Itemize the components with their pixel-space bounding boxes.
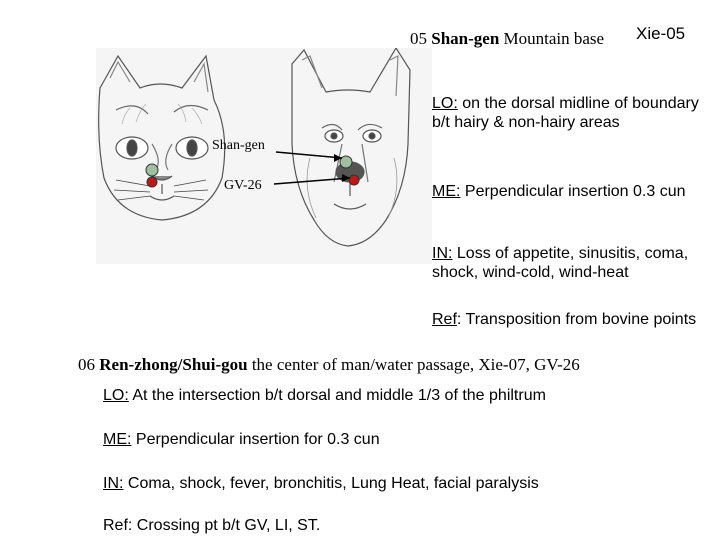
- title-meaning: Mountain base: [503, 29, 605, 48]
- method-paragraph: [432, 182, 714, 201]
- illustration-background: [96, 48, 432, 264]
- section2-reference-paragraph: Ref: Crossing pt b/t GV, LI, ST.: [103, 517, 321, 534]
- section2-location-label: LO:: [103, 387, 129, 404]
- reference-paragraph: [432, 310, 714, 329]
- section2-indication-text: Coma, shock, fever, bronchitis, Lung Heat, facial paralysis: [127, 475, 539, 492]
- callout-shan-gen: Shan-gen: [212, 138, 265, 153]
- section2-method-label: ME:: [103, 431, 132, 448]
- cat-dog-illustration: [96, 48, 432, 264]
- section2-location-text: At the intersection b/t dorsal and middle 1/3 of the philtrum: [132, 387, 546, 404]
- title-point-name: Shan-gen: [431, 29, 500, 48]
- section2-method-paragraph: [103, 431, 380, 449]
- location-text: on the dorsal midline of boundary b/t hairy & non-hairy areas: [432, 95, 699, 131]
- section2-method-text: Perpendicular insertion for 0.3 cun: [135, 431, 380, 448]
- reference-label: Ref: [432, 311, 457, 328]
- method-label: ME:: [432, 183, 461, 200]
- section2-point-name: Ren-zhong/Shui-gou: [99, 355, 248, 374]
- reference-text: : Transposition from bovine points: [456, 311, 697, 328]
- indication-text: Loss of appetite, sinusitis, coma, shock, wind-cold, wind-heat: [432, 245, 689, 281]
- section2-title: [78, 355, 580, 375]
- section2-location-paragraph: [103, 387, 546, 405]
- callout-gv-26: GV-26: [224, 178, 262, 193]
- point-code: Xie-05: [636, 24, 686, 43]
- section2-description: the center of man/water passage, Xie-07, GV-26: [251, 355, 580, 374]
- indication-paragraph: [432, 244, 714, 282]
- title-number: 05: [410, 29, 427, 48]
- location-paragraph: [432, 94, 714, 132]
- slide-title: [410, 29, 604, 49]
- method-text: Perpendicular insertion 0.3 cun: [464, 183, 686, 200]
- indication-label: IN:: [432, 245, 453, 262]
- location-label: LO:: [432, 95, 458, 112]
- section2-number: 06: [78, 355, 95, 374]
- section2-indication-label: IN:: [103, 475, 124, 492]
- section2-indication-paragraph: [103, 475, 539, 493]
